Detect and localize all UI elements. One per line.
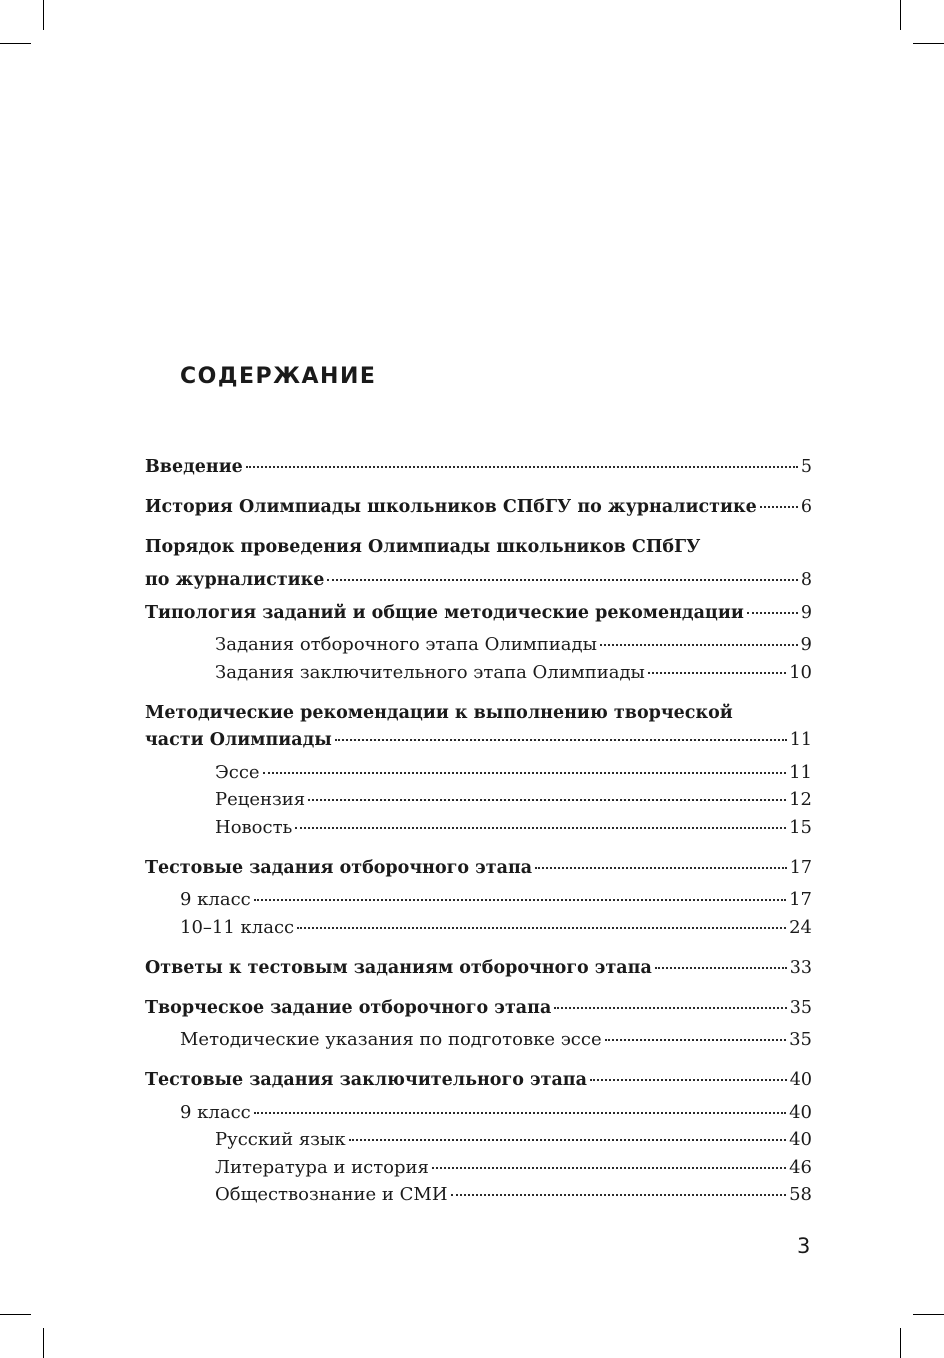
- dot-leader: [760, 506, 798, 508]
- dot-leader: [535, 867, 787, 869]
- page-number: 3: [797, 1234, 811, 1258]
- dot-leader: [747, 612, 798, 614]
- dot-leader: [297, 927, 786, 929]
- crop-mark: [43, 1328, 44, 1358]
- toc-entry-page: 40: [789, 1070, 812, 1090]
- dot-leader: [254, 899, 786, 901]
- toc-entry-title: Обществознание и СМИ: [215, 1184, 448, 1205]
- toc-entry-title: по журналистике: [145, 570, 325, 590]
- toc-entry-page: 9: [800, 634, 812, 655]
- toc-entry-title: части Олимпиады: [145, 730, 332, 750]
- toc-entry[interactable]: [215, 1155, 812, 1181]
- toc-entry[interactable]: [215, 787, 812, 813]
- toc-entry-page: 11: [789, 730, 812, 750]
- dot-leader: [327, 579, 797, 581]
- toc-entry-title: Методические указания по подготовке эссе: [180, 1029, 602, 1050]
- page-title: СОДЕРЖАНИЕ: [180, 364, 377, 389]
- crop-mark: [43, 0, 44, 30]
- toc-entry-title: Задания заключительного этапа Олимпиады: [215, 662, 645, 683]
- toc-entry[interactable]: [145, 454, 812, 480]
- toc-entry-title: Ответы к тестовым заданиям отборочного этапа: [145, 958, 652, 978]
- toc-entry-page: 40: [789, 1102, 812, 1123]
- toc-entry[interactable]: [145, 700, 812, 753]
- toc-entry-title: Эссе: [215, 762, 260, 783]
- dot-leader: [308, 799, 786, 801]
- crop-mark: [900, 0, 901, 30]
- toc-entry[interactable]: [215, 815, 812, 841]
- toc-entry-page: 17: [789, 858, 812, 878]
- toc-entry-title-line1: Методические рекомендации к выполнению творческой: [145, 703, 733, 723]
- toc-entry-page: 5: [800, 457, 812, 477]
- toc-entry-page: 17: [789, 889, 812, 910]
- toc-entry[interactable]: [145, 600, 812, 626]
- toc-entry-title: Тестовые задания отборочного этапа: [145, 858, 533, 878]
- toc-entry-page: 40: [789, 1129, 812, 1150]
- toc-entry-title: 9 класс: [180, 1102, 251, 1123]
- toc-entry[interactable]: [215, 660, 812, 686]
- toc-entry-page: 33: [789, 958, 812, 978]
- toc-entry-page: 11: [789, 762, 812, 783]
- dot-leader: [600, 644, 798, 646]
- dot-leader: [432, 1167, 786, 1169]
- crop-mark: [913, 43, 944, 44]
- toc-entry[interactable]: [145, 534, 812, 593]
- dot-leader: [349, 1139, 787, 1141]
- toc-entry[interactable]: [180, 887, 812, 913]
- toc-entry-page: 6: [800, 497, 812, 517]
- crop-mark: [0, 43, 31, 44]
- toc-entry-title: 9 класс: [180, 889, 251, 910]
- dot-leader: [605, 1039, 787, 1041]
- crop-mark: [900, 1328, 901, 1358]
- toc-entry-title: Рецензия: [215, 789, 306, 810]
- toc-entry-title: Тестовые задания заключительного этапа: [145, 1070, 587, 1090]
- toc-entry[interactable]: [145, 855, 812, 881]
- toc-entry-title-line1: Порядок проведения Олимпиады школьников СПбГУ: [145, 537, 701, 557]
- toc-entry-page: 24: [789, 917, 812, 938]
- toc-entry[interactable]: [145, 995, 812, 1021]
- dot-leader: [554, 1007, 786, 1009]
- dot-leader: [263, 772, 787, 774]
- toc-entry-page: 35: [789, 998, 812, 1018]
- toc-entry-title: Задания отборочного этапа Олимпиады: [215, 634, 597, 655]
- toc-entry-page: 58: [789, 1184, 812, 1205]
- toc-entry[interactable]: [145, 955, 812, 981]
- crop-mark: [913, 1314, 944, 1315]
- toc-entry-title: Творческое задание отборочного этапа: [145, 998, 552, 1018]
- toc-entry-page: 10: [789, 662, 812, 683]
- toc-entry[interactable]: [215, 1127, 812, 1153]
- toc-entry[interactable]: [180, 1100, 812, 1126]
- toc-entry-page: 8: [800, 570, 812, 590]
- toc-entry[interactable]: [215, 1182, 812, 1208]
- toc-entry[interactable]: [145, 1067, 812, 1093]
- toc-entry-title: Типология заданий и общие методические рекомендации: [145, 603, 744, 623]
- toc-entry-title: 10–11 класс: [180, 917, 295, 938]
- toc-entry[interactable]: [145, 494, 812, 520]
- crop-mark: [0, 1314, 31, 1315]
- dot-leader: [254, 1112, 786, 1114]
- toc-entry-page: 15: [789, 817, 812, 838]
- dot-leader: [451, 1194, 787, 1196]
- dot-leader: [295, 827, 786, 829]
- dot-leader: [648, 672, 786, 674]
- toc-entry-page: 35: [789, 1029, 812, 1050]
- toc-entry-page: 9: [800, 603, 812, 623]
- toc-entry-title: Литература и история: [215, 1157, 429, 1178]
- toc-entry-title: История Олимпиады школьников СПбГУ по журналистике: [145, 497, 757, 517]
- toc-entry[interactable]: [180, 1027, 812, 1053]
- toc-entry-page: 12: [789, 789, 812, 810]
- toc-entry-page: 46: [789, 1157, 812, 1178]
- toc-entry[interactable]: [215, 632, 812, 658]
- dot-leader: [335, 739, 787, 741]
- dot-leader: [655, 967, 787, 969]
- dot-leader: [246, 466, 798, 468]
- toc-entry-title: Новость: [215, 817, 293, 838]
- toc-entry-title: Введение: [145, 457, 243, 477]
- toc-entry[interactable]: [215, 760, 812, 786]
- dot-leader: [590, 1079, 787, 1081]
- toc-entry[interactable]: [180, 915, 812, 941]
- toc-entry-title: Русский язык: [215, 1129, 346, 1150]
